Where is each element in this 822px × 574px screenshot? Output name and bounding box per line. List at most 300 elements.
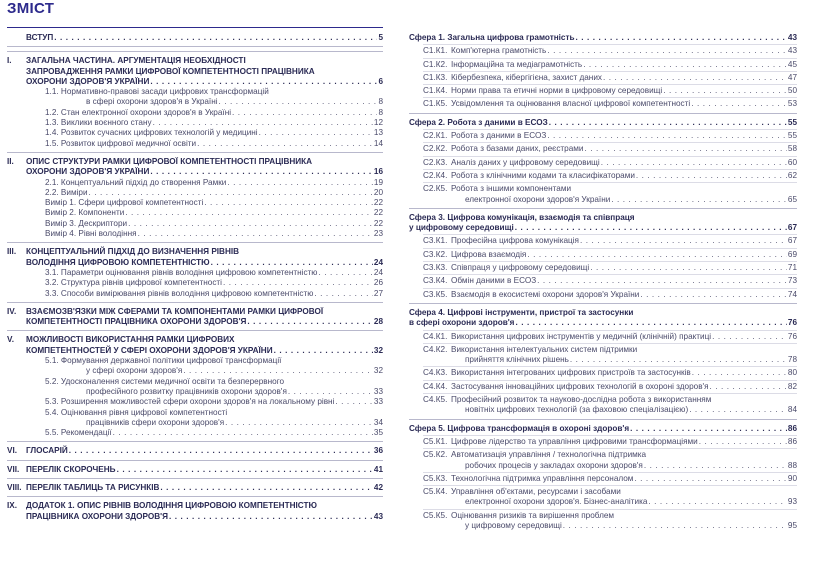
toc-leader-line — [26, 33, 383, 43]
sphere-heading[interactable] — [409, 213, 797, 234]
page-number: 67 — [787, 223, 797, 233]
toc-entry-text: ВСТУП — [26, 33, 54, 42]
toc-entry-text: 1.4. Розвиток сучасних цифрових технологій у медицині — [45, 128, 258, 138]
competence-entry[interactable] — [409, 171, 797, 181]
item-divider — [423, 274, 797, 275]
dot-leader — [601, 158, 787, 168]
chapter-number: IX. — [7, 501, 18, 511]
page-number: 32 — [373, 345, 383, 355]
toc-entry-text: Взаємодія в екосистемі охорони здоров'я України — [451, 289, 640, 299]
item-divider — [423, 380, 797, 381]
dot-leader — [197, 139, 373, 149]
toc-section-entry[interactable] — [7, 377, 383, 398]
toc-entry-text: електронної охорони здоров'я. Бізнес-аналітика — [465, 497, 648, 507]
toc-section-entry[interactable] — [7, 397, 383, 407]
competence-body — [451, 437, 797, 447]
competence-entry[interactable] — [409, 276, 797, 286]
toc-leader-line — [451, 158, 797, 168]
chapter-number: III. — [7, 247, 17, 257]
dot-leader — [580, 236, 787, 246]
competence-code: С2.К3. — [423, 157, 448, 167]
dot-leader — [232, 108, 377, 118]
toc-leader-line — [45, 289, 383, 299]
item-divider — [423, 58, 797, 59]
item-divider — [423, 472, 797, 473]
toc-entry-text: 1.3. Виклики воєнного стану — [45, 118, 152, 128]
competence-body — [451, 290, 797, 300]
toc-entry-body — [26, 128, 383, 138]
item-divider — [423, 234, 797, 235]
toc-entry-text: в сфері охорони здоров'я — [409, 318, 515, 328]
page-number: 65 — [787, 194, 797, 204]
toc-entry-text: Обмін даними в ЕСОЗ — [451, 276, 537, 286]
competence-entry[interactable] — [409, 99, 797, 109]
dot-leader — [663, 86, 787, 96]
toc-section-entry[interactable] — [7, 428, 383, 438]
toc-chapter-entry[interactable] — [7, 307, 383, 328]
sphere-heading[interactable] — [409, 424, 797, 434]
toc-entry-text: Інформаційна та медіаграмотність — [451, 59, 583, 69]
toc-entry-text: 5.1. Формування державної політики цифрової трансформації — [45, 356, 282, 366]
competence-entry[interactable] — [409, 395, 797, 416]
toc-entry-text: Використання цифрових інструментів у медичній (клінічній) практиці — [451, 331, 712, 341]
section-divider — [7, 152, 383, 153]
item-divider — [423, 261, 797, 262]
sphere-heading[interactable] — [409, 33, 797, 43]
toc-entry-text: ГЛОСАРІЙ — [26, 446, 68, 456]
competence-code: С4.К3. — [423, 368, 448, 378]
competence-body — [451, 395, 797, 416]
dot-leader — [288, 387, 373, 397]
toc-leader-line — [451, 99, 797, 109]
toc-section-entry[interactable] — [7, 219, 383, 229]
page-number: 6 — [378, 76, 383, 86]
toc-entry-text: 2.2. Виміри — [45, 187, 88, 197]
toc-entry-text: в сфері охорони здоров'я в Україні — [86, 97, 218, 107]
toc-chapter-entry[interactable] — [7, 483, 383, 493]
toc-entry-text: професійного розвитку працівників охорони здоров'я — [86, 386, 287, 396]
toc-entry-text: ПЕРЕЛІК СКОРОЧЕНЬ — [26, 464, 116, 474]
toc-entry-text: у цифровому середовищі — [409, 223, 514, 233]
toc-entry-text: ОХОРОНИ ЗДОРОВ'Я УКРАЇНИ — [26, 76, 150, 86]
toc-leader-line — [26, 317, 383, 327]
toc-entry-text: Вимір 4. Рівні володіння — [45, 229, 137, 239]
page-number: 80 — [787, 368, 797, 378]
toc-leader-line — [45, 268, 383, 278]
toc-entry-text: 5.4. Оцінювання рівня цифрової компетентності — [45, 407, 228, 417]
dot-leader — [570, 355, 787, 365]
competence-code: С3.К2. — [423, 249, 448, 259]
competence-code: С1.К2. — [423, 59, 448, 69]
section-divider — [7, 478, 383, 479]
toc-entry-text: 3.3. Способи вимірювання рівнів володіння цифровою компетентністю — [45, 288, 314, 298]
toc-leader-line — [45, 198, 383, 208]
toc-chapter-entry[interactable] — [7, 56, 383, 87]
toc-section-entry[interactable] — [7, 139, 383, 149]
competence-body — [451, 250, 797, 260]
toc-entry-body — [26, 139, 383, 149]
dot-leader — [689, 405, 787, 415]
competence-code: С5.К2. — [423, 450, 448, 460]
toc-entry-body — [26, 428, 383, 438]
toc-entry-body — [26, 219, 383, 229]
toc-entry-text: Використання інтелектуальних систем підтримки — [451, 344, 638, 354]
toc-entry-text: Усвідомлення та оцінювання власної цифрової компетентності — [451, 99, 691, 109]
competence-entry[interactable] — [409, 450, 797, 471]
toc-leader-line — [451, 368, 797, 378]
toc-entry-text: Сфера 3. Цифрова комунікація, взаємодія та співпраця — [409, 212, 635, 222]
item-divider — [423, 97, 797, 98]
toc-entry-body — [26, 446, 383, 456]
dot-leader — [712, 332, 787, 342]
toc-chapter-entry[interactable] — [7, 335, 383, 356]
dot-leader — [138, 229, 373, 239]
toc-entry-body — [26, 56, 383, 87]
competence-entry[interactable] — [409, 73, 797, 83]
competence-entry[interactable] — [409, 60, 797, 70]
page-number: 90 — [787, 473, 797, 483]
page-number: 19 — [373, 177, 383, 187]
page-number: 50 — [787, 86, 797, 96]
competence-entry[interactable] — [409, 382, 797, 392]
competence-entry[interactable] — [409, 158, 797, 168]
page-number: 22 — [373, 218, 383, 228]
toc-entry-text: ВЗАЄМОЗВ'ЯЗКИ МІЖ СФЕРАМИ ТА КОМПОНЕНТАМИ РАМКИ ЦИФРОВОЇ — [26, 306, 324, 316]
page-number: 43 — [787, 33, 797, 42]
toc-entry-body — [26, 157, 383, 178]
dot-leader — [153, 118, 373, 128]
page-number: 43 — [787, 46, 797, 56]
toc-entry-text: ДОДАТОК 1. ОПИС РІВНІВ ВОЛОДІННЯ ЦИФРОВОЮ КОМПЕТЕНТНІСТЮ — [26, 501, 317, 511]
page-number: 78 — [787, 355, 797, 365]
toc-entry-text: 2.1. Концептуальний підхід до створення Рамки — [45, 177, 227, 187]
page-number: 13 — [373, 128, 383, 138]
page-number: 69 — [787, 249, 797, 259]
toc-chapter-entry[interactable] — [7, 446, 383, 456]
item-divider — [423, 44, 797, 45]
toc-entry-body — [26, 33, 383, 43]
toc-leader-line — [451, 263, 797, 273]
competence-body — [451, 144, 797, 154]
toc-leader-line — [451, 195, 797, 205]
page-number: 22 — [373, 208, 383, 218]
toc-entry-body — [26, 397, 383, 407]
competence-code: С5.К3. — [423, 473, 448, 483]
dot-leader — [636, 171, 787, 181]
toc-leader-line — [26, 446, 383, 456]
page-number: 45 — [787, 59, 797, 69]
section-divider — [7, 441, 383, 442]
toc-leader-line — [451, 497, 797, 507]
toc-entry-text: Кібербезпека, кібергігієна, захист даних — [451, 72, 603, 82]
dot-leader — [563, 521, 787, 531]
toc-chapter-entry[interactable] — [7, 157, 383, 178]
competence-code: С4.К2. — [423, 344, 448, 354]
dot-leader — [219, 97, 378, 107]
toc-section-entry[interactable] — [7, 268, 383, 278]
competence-entry[interactable] — [409, 144, 797, 154]
dot-leader — [549, 118, 787, 128]
item-divider — [423, 248, 797, 249]
competence-body — [451, 368, 797, 378]
dot-leader — [585, 144, 787, 154]
toc-entry-text: Професійний розвиток та науково-дослідна робота з використанням — [451, 395, 712, 405]
toc-chapter-entry[interactable] — [7, 465, 383, 475]
toc-leader-line — [451, 236, 797, 246]
competence-entry[interactable] — [409, 86, 797, 96]
competence-entry[interactable] — [409, 131, 797, 141]
page-number: 43 — [373, 511, 383, 521]
toc-leader-line — [45, 108, 383, 118]
toc-section-entry[interactable] — [7, 198, 383, 208]
item-divider — [423, 343, 797, 344]
toc-entry-text: Робота з базами даних, реєстрами — [451, 144, 584, 154]
item-divider — [423, 485, 797, 486]
section-divider — [409, 208, 797, 209]
competence-body — [451, 511, 797, 532]
toc-leader-line — [451, 171, 797, 181]
toc-entry-text: Технологічна підтримка управління персоналом — [451, 473, 634, 483]
page-number: 20 — [373, 187, 383, 197]
section-divider — [7, 302, 383, 303]
competence-body — [451, 86, 797, 96]
toc-entry-text: ЗАГАЛЬНА ЧАСТИНА. АРГУМЕНТАЦІЯ НЕОБХІДНОСТІ — [26, 56, 246, 66]
toc-entry-text: Норми права та етичні норми в цифровому середовищі — [451, 86, 663, 96]
sphere-heading[interactable] — [409, 308, 797, 329]
dot-leader — [691, 99, 787, 109]
dot-leader — [699, 437, 787, 447]
page-number: 28 — [373, 317, 383, 327]
dot-leader — [125, 208, 373, 218]
dot-leader — [630, 424, 787, 434]
toc-leader-line — [26, 512, 383, 522]
dot-leader — [89, 188, 373, 198]
toc-entry-text: КОМПЕТЕНТНОСТІ ПРАЦІВНИКА ОХОРОНИ ЗДОРОВ'Я — [26, 317, 247, 327]
page-number: 95 — [787, 520, 797, 530]
chapter-number: V. — [7, 335, 14, 345]
page-number: 53 — [787, 99, 797, 109]
competence-entry[interactable] — [409, 511, 797, 532]
competence-code: С2.К2. — [423, 144, 448, 154]
toc-leader-line — [409, 223, 797, 233]
competence-code: С1.К4. — [423, 86, 448, 96]
toc-chapter-entry[interactable] — [7, 33, 383, 43]
toc-entry-text: Оцінювання ризиків та вирішення проблем — [451, 510, 615, 520]
dot-leader — [318, 268, 372, 278]
toc-entry-body — [26, 408, 383, 429]
toc-leader-line — [45, 139, 383, 149]
toc-entry-text: КОМПЕТЕНТНОСТЕЙ У СФЕРІ ОХОРОНИ ЗДОРОВ'Я УКРАЇНИ — [26, 345, 273, 355]
toc-entry-body — [26, 208, 383, 218]
page-number: 82 — [787, 381, 797, 391]
toc-entry-body — [26, 87, 383, 108]
toc-leader-line — [26, 483, 383, 493]
toc-entry-text: електронної охорони здоров'я України — [465, 194, 611, 204]
competence-body — [451, 184, 797, 205]
item-divider — [423, 169, 797, 170]
page-title: ЗМІСТ — [7, 0, 55, 17]
competence-entry[interactable] — [409, 290, 797, 300]
dot-leader — [150, 167, 373, 177]
page-number: 36 — [373, 446, 383, 456]
toc-entry-text: ОПИС СТРУКТУРИ РАМКИ ЦИФРОВОЇ КОМПЕТЕНТНОСТІ ПРАЦІВНИКА — [26, 156, 313, 166]
toc-chapter-entry[interactable] — [7, 501, 383, 522]
toc-entry-body — [26, 278, 383, 288]
section-divider — [7, 51, 383, 52]
page-number: 93 — [787, 497, 797, 507]
page-number: 34 — [373, 417, 383, 427]
competence-code: С1.К1. — [423, 46, 448, 56]
section-divider — [7, 330, 383, 331]
competence-body — [451, 99, 797, 109]
toc-entry-text: 1.1. Нормативно-правові засади цифрових трансформацій — [45, 87, 269, 97]
toc-leader-line — [451, 290, 797, 300]
competence-body — [451, 332, 797, 342]
competence-code: С3.К4. — [423, 276, 448, 286]
page-number: 42 — [373, 482, 383, 492]
toc-entry-text: прийняття клінічних рішень — [465, 355, 569, 365]
page-number: 41 — [373, 464, 383, 474]
competence-entry[interactable] — [409, 236, 797, 246]
toc-entry-text: 1.5. Розвиток цифрової медичної освіти — [45, 138, 197, 148]
competence-code: С2.К1. — [423, 131, 448, 141]
toc-entry-text: Цифрова взаємодія — [451, 249, 527, 259]
toc-section-entry[interactable] — [7, 178, 383, 188]
competence-entry[interactable] — [409, 250, 797, 260]
toc-entry-text: новітніх цифрових технологій (за фаховою спеціалізацією) — [465, 405, 689, 415]
dot-leader — [54, 33, 377, 43]
toc-leader-line — [26, 346, 383, 356]
toc-entry-body — [26, 483, 383, 493]
toc-leader-line — [451, 474, 797, 484]
toc-entry-body — [26, 118, 383, 128]
competence-entry[interactable] — [409, 184, 797, 205]
toc-leader-line — [451, 437, 797, 447]
dot-leader — [169, 512, 373, 522]
toc-section-entry[interactable] — [7, 356, 383, 377]
page-number: 12 — [373, 118, 383, 128]
toc-leader-line — [26, 77, 383, 87]
toc-section-entry[interactable] — [7, 128, 383, 138]
toc-entry-text: 5.5. Рекомендації — [45, 428, 112, 438]
toc-leader-line — [45, 418, 383, 428]
toc-section-entry[interactable] — [7, 289, 383, 299]
toc-section-entry[interactable] — [7, 87, 383, 108]
dot-leader — [225, 418, 373, 428]
competence-entry[interactable] — [409, 368, 797, 378]
section-divider — [7, 496, 383, 497]
toc-leader-line — [45, 208, 383, 218]
toc-right-column — [409, 33, 797, 531]
section-divider — [409, 113, 797, 114]
toc-leader-line — [451, 46, 797, 56]
toc-entry-body — [26, 268, 383, 278]
competence-entry[interactable] — [409, 474, 797, 484]
competence-code: С5.К1. — [423, 436, 448, 446]
item-divider — [423, 288, 797, 289]
toc-entry-body — [26, 108, 383, 118]
toc-entry-text: Співпраця у цифровому середовищі — [451, 263, 590, 273]
toc-section-entry[interactable] — [7, 278, 383, 288]
section-divider — [409, 303, 797, 304]
dot-leader — [223, 278, 373, 288]
toc-leader-line — [26, 258, 383, 268]
item-divider — [423, 330, 797, 331]
dot-leader — [204, 198, 373, 208]
toc-entry-body — [26, 356, 383, 377]
page-number: 24 — [373, 257, 383, 267]
sphere-heading[interactable] — [409, 118, 797, 128]
toc-section-entry[interactable] — [7, 229, 383, 239]
toc-section-entry[interactable] — [7, 188, 383, 198]
dot-leader — [160, 483, 372, 493]
toc-leader-line — [451, 131, 797, 141]
competence-entry[interactable] — [409, 437, 797, 447]
toc-entry-body — [26, 178, 383, 188]
dot-leader — [227, 178, 373, 188]
dot-leader — [211, 258, 373, 268]
toc-leader-line — [45, 278, 383, 288]
toc-leader-line — [45, 366, 383, 376]
toc-chapter-entry[interactable] — [7, 247, 383, 268]
toc-entry-body — [26, 377, 383, 398]
toc-entry-text: Вимір 2. Компоненти — [45, 208, 125, 218]
competence-code: С4.К5. — [423, 395, 448, 405]
toc-section-entry[interactable] — [7, 208, 383, 218]
toc-leader-line — [451, 332, 797, 342]
toc-section-entry[interactable] — [7, 408, 383, 429]
toc-entry-text: 5.3. Розширення можливостей сфери охорони здоров'я на локальному рівні — [45, 397, 335, 407]
dot-leader — [710, 382, 787, 392]
dot-leader — [590, 263, 787, 273]
dot-leader — [314, 289, 373, 299]
toc-entry-text: Сфера 5. Цифрова трансформація в охороні здоров'я — [409, 423, 630, 433]
toc-entry-text: Використання інтегрованих цифрових пристроїв та застосунків — [451, 368, 691, 378]
toc-leader-line — [26, 465, 383, 475]
competence-entry[interactable] — [409, 345, 797, 366]
toc-entry-text: Робота з іншими компонентами — [451, 184, 572, 194]
page-number: 47 — [787, 72, 797, 82]
dot-leader — [117, 465, 373, 475]
dot-leader — [259, 128, 373, 138]
page-number: 55 — [787, 131, 797, 141]
toc-leader-line — [45, 387, 383, 397]
competence-entry[interactable] — [409, 487, 797, 508]
section-divider — [7, 460, 383, 461]
chapter-number: IV. — [7, 306, 17, 316]
competence-entry[interactable] — [409, 46, 797, 56]
competence-entry[interactable] — [409, 332, 797, 342]
page-number: 73 — [787, 276, 797, 286]
page-number: 16 — [373, 167, 383, 177]
competence-entry[interactable] — [409, 263, 797, 273]
dot-leader — [547, 131, 787, 141]
competence-body — [451, 450, 797, 471]
page-number: 60 — [787, 157, 797, 167]
page-number: 58 — [787, 144, 797, 154]
competence-body — [451, 276, 797, 286]
toc-section-entry[interactable] — [7, 118, 383, 128]
toc-leader-line — [451, 276, 797, 286]
toc-section-entry[interactable] — [7, 108, 383, 118]
toc-leader-line — [451, 382, 797, 392]
chapter-number: VIII. — [7, 482, 22, 492]
dot-leader — [644, 461, 787, 471]
toc-entry-text: Робота з клінічними кодами та класифікаторами — [451, 170, 635, 180]
page-number: 76 — [787, 318, 797, 328]
toc-entry-text: Застосування інноваційних цифрових технологій в охороні здоров'я — [451, 381, 709, 391]
section-divider — [7, 242, 383, 243]
